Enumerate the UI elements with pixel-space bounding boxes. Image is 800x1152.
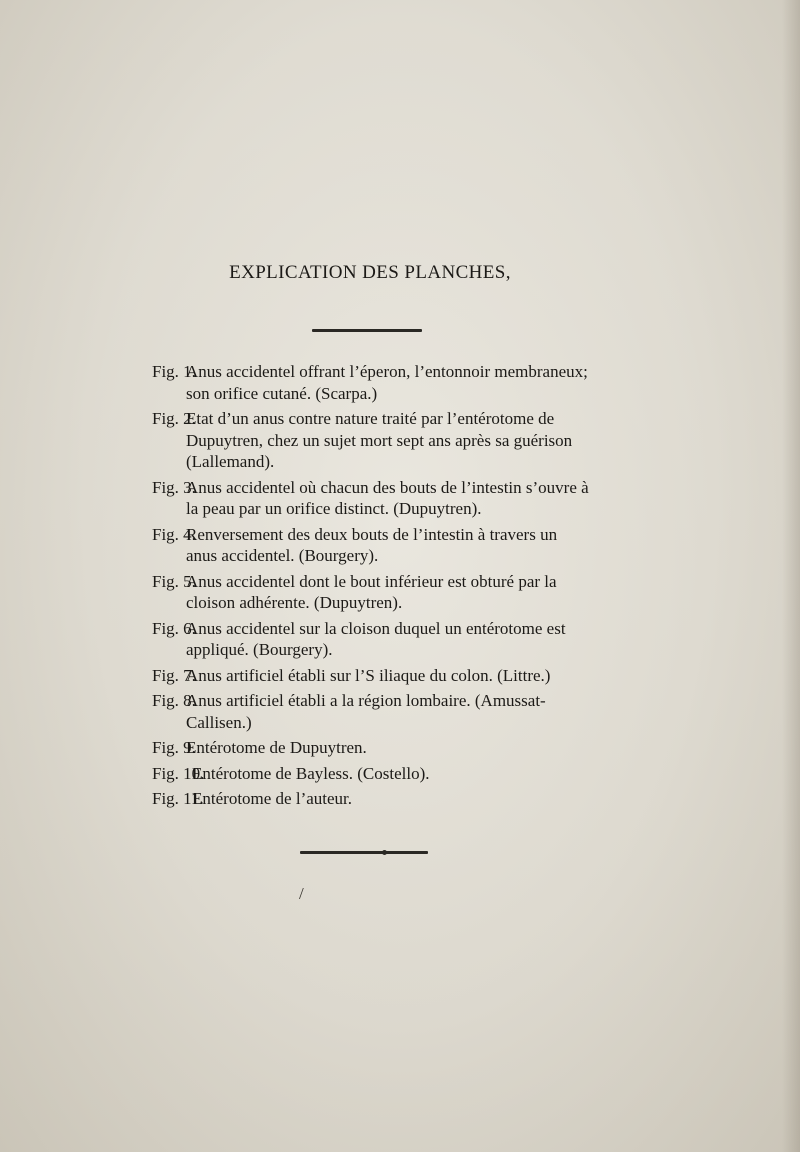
plate-entry-7 (152, 665, 592, 687)
plate-entry-6 (152, 618, 592, 661)
page-edge-shadow (782, 0, 800, 1152)
plate-label: Fig. 7. (152, 665, 196, 685)
plate-label: Fig. 5. (152, 571, 196, 591)
plate-label: Fig. 10. (152, 763, 205, 783)
plate-caption: Entérotome de Bayless. (Costello). (192, 763, 430, 783)
plate-caption: Etat d’un anus contre nature traité par l’entérotome de Dupuytren, chez un sujet mort sept ans après sa guérison (Lallemand). (186, 409, 573, 471)
plate-entry-9 (152, 737, 592, 759)
plate-entry-10 (152, 763, 592, 785)
plate-entry-8 (152, 690, 592, 733)
plate-label: Fig. 4. (152, 524, 196, 544)
plate-caption: Anus accidentel offrant l’éperon, l’entonnoir membraneux; son orifice cutané. (Scarpa.) (186, 362, 588, 403)
stray-mark: / (299, 884, 304, 903)
plate-label: Fig. 11. (152, 789, 204, 808)
plate-entry-11 (152, 788, 592, 810)
plate-label: Fig. 1. (152, 362, 196, 381)
closing-divider (300, 851, 428, 854)
plate-label: Fig. 9. (152, 738, 196, 757)
plate-entry-5 (152, 571, 592, 614)
page-title: EXPLICATION DES PLANCHES, (229, 262, 511, 283)
plate-caption: Entérotome de l’auteur. (192, 789, 353, 808)
plate-label: Fig. 6. (152, 618, 196, 638)
plate-caption: Anus artificiel établi a la région lombaire. (Amussat-Callisen.) (186, 691, 546, 732)
plate-entry-1 (152, 361, 592, 404)
plate-label: Fig. 2. (152, 409, 196, 428)
plate-caption: Anus accidentel sur la cloison duquel un entérotome est appliqué. (Bourgery). (186, 618, 566, 659)
plate-caption: Anus accidentel où chacun des bouts de l’intestin s’ouvre à la peau par un orifice distinct. (Dupuytren). (186, 477, 589, 518)
divider-ornament (382, 850, 387, 855)
plate-list (152, 361, 592, 814)
plate-caption: Entérotome de Dupuytren. (186, 738, 367, 757)
plate-caption: Renversement des deux bouts de l’intestin à travers un anus accidentel. (Bourgery). (186, 524, 558, 565)
plate-entry-3 (152, 477, 592, 520)
title-divider (312, 329, 422, 332)
plate-label: Fig. 3. (152, 477, 196, 497)
plate-entry-2 (152, 408, 592, 473)
plate-label: Fig. 8. (152, 691, 196, 710)
plate-caption: Anus artificiel établi sur l’S iliaque du colon. (Littre.) (186, 665, 551, 685)
plate-entry-4 (152, 524, 592, 567)
plate-caption: Anus accidentel dont le bout inférieur est obturé par la cloison adhérente. (Dupuytren). (186, 571, 557, 612)
